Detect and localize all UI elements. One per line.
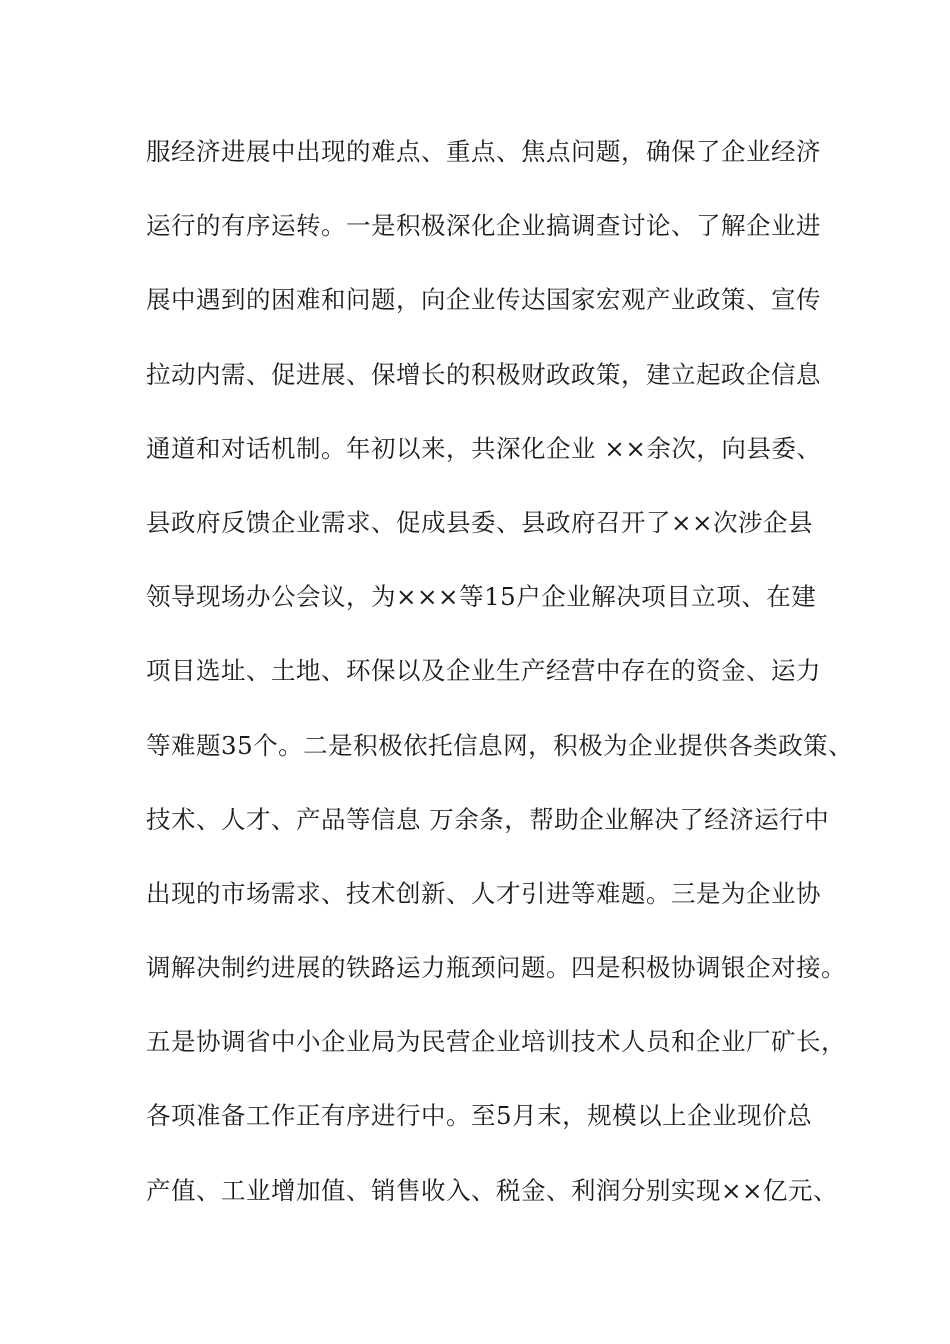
body-text — [146, 132, 854, 1245]
text-line: 项目选址、土地、环保以及企业生产经营中存在的资金、运力 — [146, 656, 821, 686]
text-line: 运行的有序运转。一是积极深化企业搞调查讨论、了解企业进 — [146, 211, 821, 241]
text-line: 技术、人才、产品等信息 万余条，帮助企业解决了经济运行中 — [146, 804, 830, 834]
text-line: 等难题35个。二是积极依托信息网，积极为企业提供各类政策、 — [146, 730, 854, 760]
text-line: 五是协调省中小企业局为民营企业培训技术人员和企业厂矿长， — [146, 1027, 846, 1057]
text-line: 产值、工业增加值、销售收入、税金、利润分别实现××亿元、 — [146, 1175, 839, 1205]
text-line: 县政府反馈企业需求、促成县委、县政府召开了××次涉企县 — [146, 507, 814, 537]
text-line: 展中遇到的困难和问题，向企业传达国家宏观产业政策、宣传 — [146, 285, 821, 315]
text-line: 各项准备工作正有序进行中。至5月末，规模以上企业现价总 — [146, 1101, 813, 1131]
text-line: 拉动内需、促进展、保增长的积极财政政策，建立起政企信息 — [146, 359, 821, 389]
text-line: 领导现场办公会议，为×××等15户企业解决项目立项、在建 — [146, 582, 817, 612]
text-line: 出现的市场需求、技术创新、人才引进等难题。三是为企业协 — [146, 878, 821, 908]
text-line: 通道和对话机制。年初以来，共深化企业 ××余次，向县委、 — [146, 433, 822, 463]
text-line: 调解决制约进展的铁路运力瓶颈问题。四是积极协调银企对接。 — [146, 953, 846, 983]
text-line: 服经济进展中出现的难点、重点、焦点问题，确保了企业经济 — [146, 137, 821, 166]
